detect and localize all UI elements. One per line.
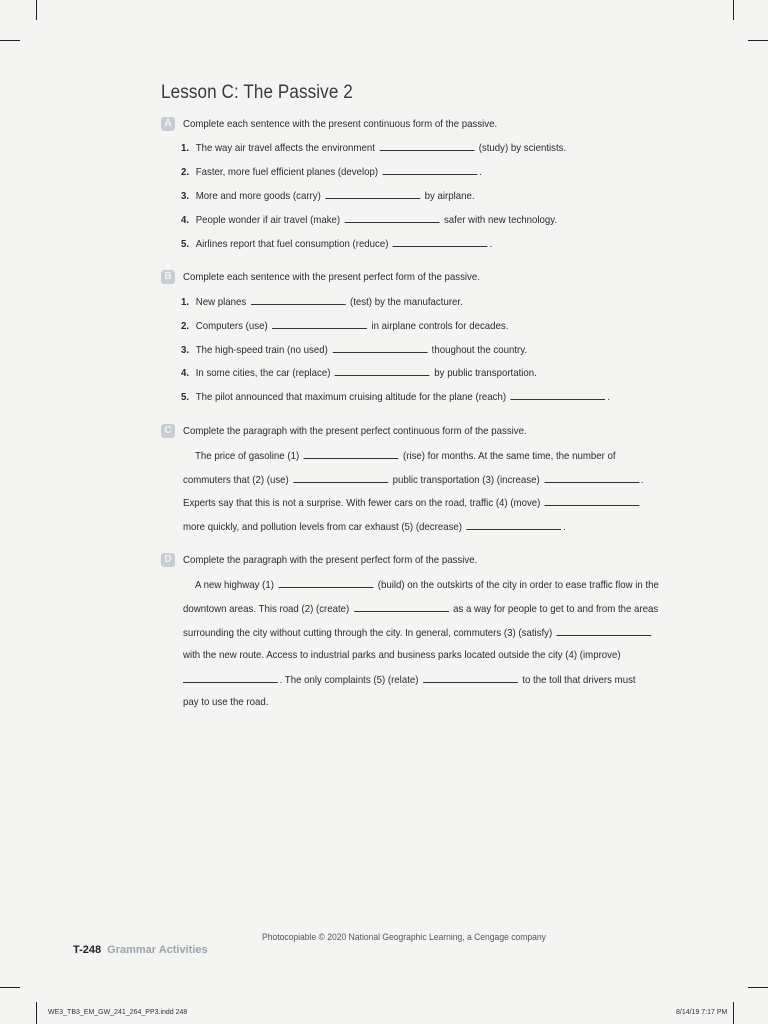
item-number: 2. (181, 320, 190, 332)
item-number: 4. (181, 367, 190, 379)
answer-blank[interactable] (467, 519, 562, 530)
exercise-item (181, 164, 482, 179)
item-text: . (607, 391, 610, 403)
paragraph-text: Experts say that this is not a surprise. With fewer cars on the road, traffic (4) (move) (183, 497, 541, 509)
exercise-item (181, 318, 508, 333)
exercise-badge: D (161, 553, 175, 567)
item-text: . (489, 238, 493, 250)
answer-blank[interactable] (354, 601, 449, 612)
exercise-item (181, 294, 463, 309)
paragraph-line (183, 601, 658, 616)
item-text: by public transportation. (434, 367, 537, 379)
file-slug: WE3_TB3_EM_GW_241_264_PP3.indd 248 (48, 1009, 188, 1016)
paragraph-text: to the toll that drivers must (522, 674, 636, 686)
answer-blank[interactable] (304, 448, 399, 459)
answer-blank[interactable] (423, 672, 518, 683)
item-number: 5. (181, 391, 190, 403)
paragraph-line (183, 695, 268, 709)
paragraph-line (183, 495, 642, 510)
paragraph-text: surrounding the city without cutting through the city. In general, commuters (3) (satisfy) (183, 627, 553, 639)
item-number: 3. (181, 190, 190, 202)
item-text: More and more goods (carry) (195, 190, 321, 202)
item-text: New planes (195, 296, 247, 308)
paragraph-text: commuters that (2) (use) (183, 474, 289, 486)
answer-blank[interactable] (278, 577, 373, 588)
exercise-instruction: Complete the paragraph with the present perfect form of the passive. (183, 554, 478, 566)
page-title: Lesson C: The Passive 2 (161, 82, 353, 103)
exercise-d (161, 553, 661, 708)
item-number: 1. (181, 296, 190, 308)
paragraph-line (183, 519, 566, 534)
item-text: People wonder if air travel (make) (195, 214, 341, 226)
exercise-item (181, 365, 537, 380)
item-number: 4. (181, 214, 190, 226)
item-text: The pilot announced that maximum cruising altitude for the plane (reach) (195, 391, 507, 403)
exercise-badge: B (161, 270, 175, 284)
exercise-instruction: Complete the paragraph with the present perfect continuous form of the passive. (183, 425, 527, 437)
exercise-c (161, 424, 661, 533)
exercise-a (161, 117, 661, 250)
paragraph-line (183, 648, 621, 662)
answer-blank[interactable] (272, 318, 367, 329)
exercise-item (181, 342, 527, 357)
exercise-item (181, 236, 492, 251)
item-text: (test) by the manufacturer. (350, 296, 463, 308)
item-text: by airplane. (424, 190, 475, 202)
paragraph-line (183, 625, 653, 640)
paragraph-line (183, 672, 636, 687)
paragraph-line (183, 472, 644, 487)
item-text: in airplane controls for decades. (371, 320, 509, 332)
paragraph-text: with the new route. Access to industrial parks and business parks located outside the city (4) (improve) (183, 649, 621, 661)
exercise-instruction: Complete each sentence with the present continuous form of the passive. (183, 118, 498, 130)
paragraph-text: more quickly, and pollution levels from car exhaust (5) (decrease) (183, 521, 463, 533)
exercise-b (161, 270, 661, 403)
crop-mark (748, 987, 768, 988)
item-text: safer with new technology. (443, 214, 558, 226)
answer-blank[interactable] (325, 188, 420, 199)
item-text: Faster, more fuel efficient planes (develop) (195, 166, 379, 178)
item-text: Computers (use) (195, 320, 268, 332)
paragraph-text: . (640, 474, 644, 486)
paragraph-text: as a way for people to get to and from the areas (453, 603, 659, 615)
answer-blank[interactable] (544, 472, 639, 483)
item-text: . (479, 166, 482, 178)
answer-blank[interactable] (511, 389, 606, 400)
paragraph-text: pay to use the road. (183, 696, 269, 708)
answer-blank[interactable] (345, 212, 440, 223)
item-number: 5. (181, 238, 190, 250)
crop-mark (36, 0, 37, 20)
answer-blank[interactable] (293, 472, 388, 483)
exercise-item (181, 389, 610, 404)
paragraph-text: . The only complaints (5) (relate) (279, 674, 419, 686)
crop-mark (733, 0, 734, 20)
item-text: Airlines report that fuel consumption (reduce) (195, 238, 389, 250)
item-text: thoughout the country. (431, 344, 528, 356)
exercise-instruction: Complete each sentence with the present perfect form of the passive. (183, 271, 480, 283)
crop-mark (36, 1002, 37, 1024)
paragraph-text: The price of gasoline (1) (195, 450, 300, 462)
paragraph-line (195, 448, 616, 463)
item-text: The high-speed train (no used) (195, 344, 328, 356)
paragraph-text: public transportation (3) (increase) (392, 474, 540, 486)
paragraph-text: downtown areas. This road (2) (create) (183, 603, 350, 615)
exercise-item (181, 188, 475, 203)
answer-blank[interactable] (393, 236, 488, 247)
item-text: In some cities, the car (replace) (195, 367, 331, 379)
crop-mark (733, 1002, 734, 1024)
item-number: 3. (181, 344, 190, 356)
crop-mark (0, 987, 20, 988)
paragraph-text: (build) on the outskirts of the city in order to ease traffic flow in the (377, 579, 659, 591)
exercise-badge: C (161, 424, 175, 438)
paragraph-text: A new highway (1) (195, 579, 274, 591)
answer-blank[interactable] (379, 140, 474, 151)
exercise-item (181, 212, 557, 227)
exercise-badge: A (161, 117, 175, 131)
paragraph-text: (rise) for months. At the same time, the number of (402, 450, 616, 462)
item-text: (study) by scientists. (478, 142, 567, 154)
page-section-name: Grammar Activities (107, 944, 208, 956)
exercise-item (181, 140, 566, 155)
answer-blank[interactable] (332, 342, 427, 353)
answer-blank[interactable] (183, 672, 278, 683)
copyright-notice: Photocopiable © 2020 National Geographic Learning, a Cengage company (262, 932, 546, 943)
page-number: T-248 (73, 944, 102, 956)
page-footer (73, 944, 208, 956)
paragraph-line (195, 577, 659, 592)
item-number: 2. (181, 166, 190, 178)
paragraph-text: . (563, 521, 566, 533)
crop-mark (0, 40, 20, 41)
answer-blank[interactable] (251, 294, 346, 305)
item-text: The way air travel affects the environment (195, 142, 375, 154)
answer-blank[interactable] (545, 495, 640, 506)
date-slug: 8/14/19 7:17 PM (676, 1009, 728, 1016)
crop-mark (748, 40, 768, 41)
answer-blank[interactable] (557, 625, 652, 636)
answer-blank[interactable] (383, 164, 478, 175)
answer-blank[interactable] (335, 365, 430, 376)
item-number: 1. (181, 142, 190, 154)
